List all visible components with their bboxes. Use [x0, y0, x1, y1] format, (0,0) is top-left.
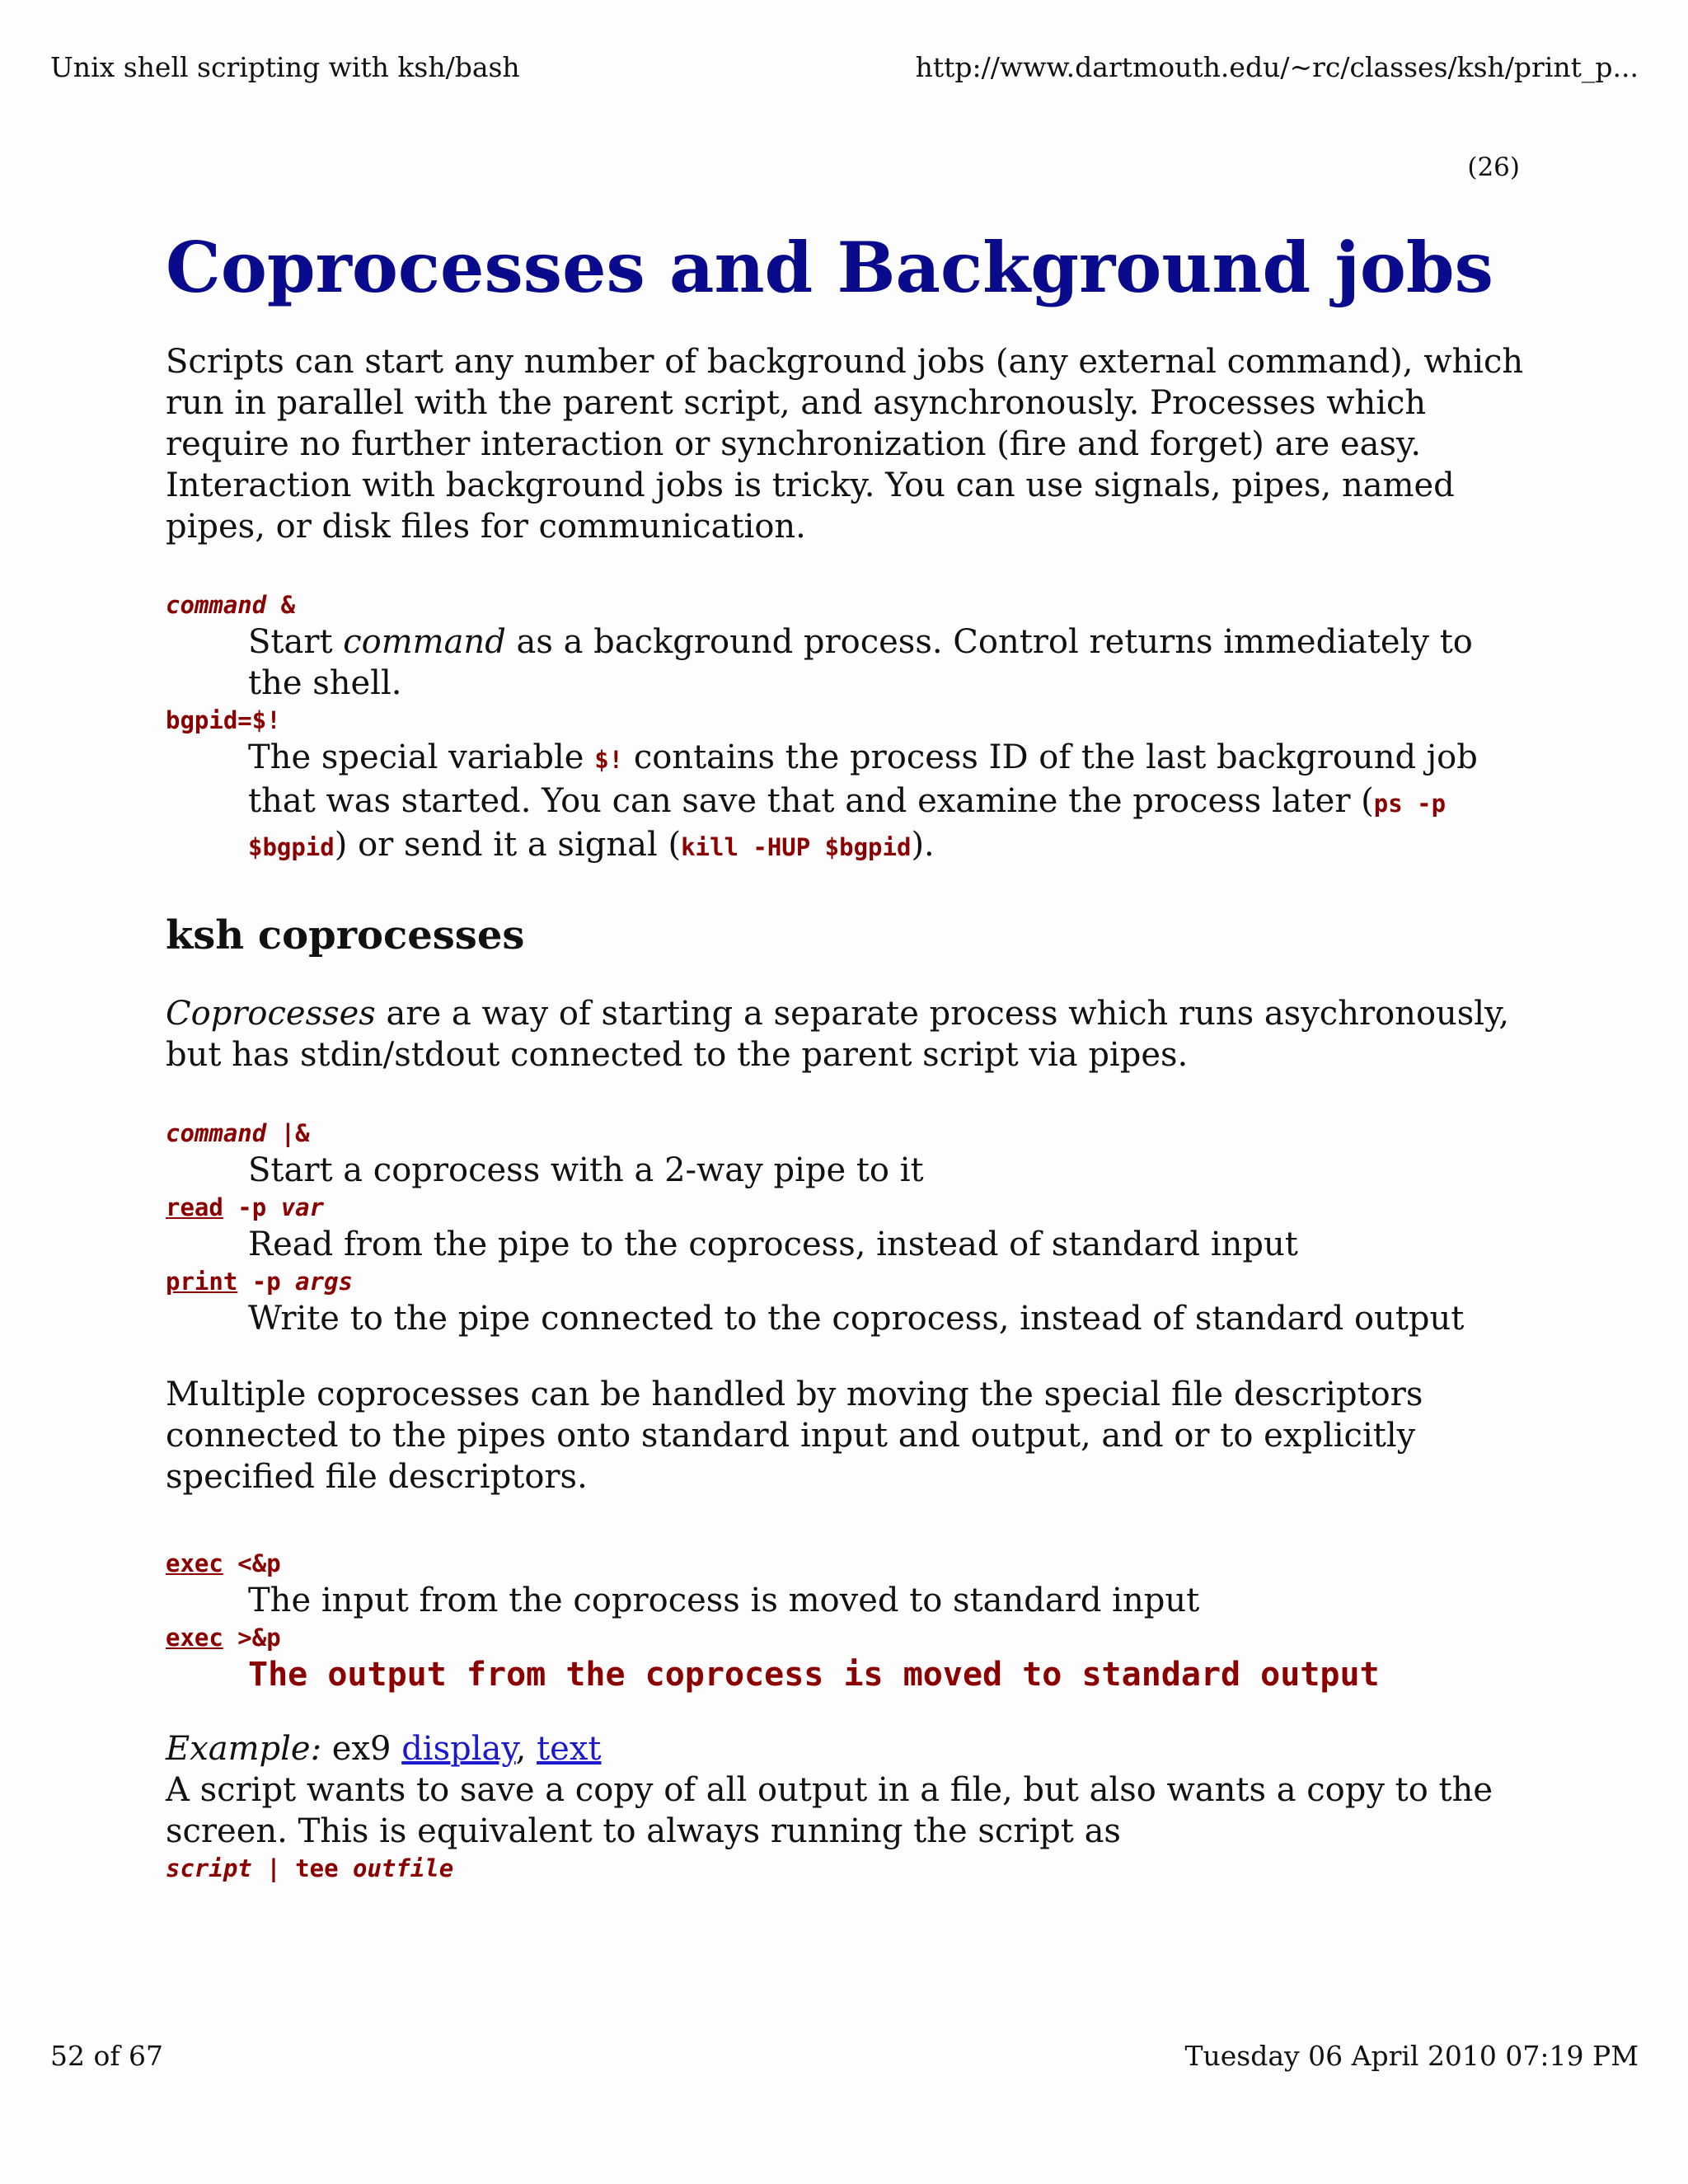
cmd-coprocess-start: command |& — [166, 1119, 310, 1147]
print-timestamp: Tuesday 06 April 2010 07:19 PM — [1184, 2040, 1639, 2072]
cmd-background-desc: Start command as a background process. Control returns immediately to the shell. — [248, 623, 1473, 702]
page-counter: 52 of 67 — [50, 2040, 164, 2072]
cmd-exec-input: exec <&p — [166, 1549, 281, 1577]
cmd-read-p-desc: Read from the pipe to the coprocess, instead of standard input — [248, 1226, 1298, 1263]
coprocess-commands-list — [166, 1117, 1526, 1339]
cmd-print-p: print -p args — [166, 1268, 353, 1296]
cmd-background: command & — [166, 591, 296, 619]
slide-number: (26) — [1467, 152, 1520, 182]
exec-link[interactable]: exec — [166, 1549, 223, 1577]
print-header-url: http://www.dartmouth.edu/~rc/classes/ksh/print_p... — [915, 51, 1639, 83]
example-display-link[interactable]: display — [401, 1730, 516, 1768]
coprocesses-intro: Coprocesses are a way of starting a separate process which runs asychronously, but has stdin/stdout connected to the parent script via pipes. — [166, 995, 1510, 1074]
cmd-exec-input-desc: The input from the coprocess is moved to standard input — [248, 1582, 1200, 1619]
print-link[interactable]: print — [166, 1268, 238, 1296]
cmd-exec-output-desc: The output from the coprocess is moved to standard output — [248, 1656, 1380, 1694]
page-title: Coprocesses and Background jobs — [166, 227, 1493, 308]
exec-commands-list — [166, 1547, 1526, 1695]
example-description: A script wants to save a copy of all output in a file, but also wants a copy to the screen. This is equivalent to always running the script as — [166, 1771, 1493, 1850]
cmd-print-p-desc: Write to the pipe connected to the coprocess, instead of standard output — [248, 1300, 1465, 1338]
cmd-bgpid-desc: The special variable $! contains the process ID of the last background job that was started. You can save that and examine the process later (ps -p $bgpid) or send it a signal (kill -HUP $bgpid). — [248, 738, 1478, 864]
print-header-title: Unix shell scripting with ksh/bash — [50, 51, 520, 83]
example-heading: Example: ex9 display, text — [166, 1730, 602, 1768]
example-text-link[interactable]: text — [537, 1730, 602, 1768]
page-content — [166, 223, 1526, 1885]
cmd-coprocess-start-desc: Start a coprocess with a 2-way pipe to it — [248, 1151, 924, 1189]
example-command: script | tee outfile — [166, 1854, 454, 1882]
cmd-bgpid: bgpid=$! — [166, 706, 281, 734]
intro-paragraph: Scripts can start any number of background jobs (any external command), which run in parallel with the parent script, and asynchronously. Processes which require no further interaction or synchronization (fire and forget) are easy. Interaction with background jobs is tricky. You can use signals, pipes, named pipes, or disk files for communication. — [166, 343, 1524, 546]
cmd-exec-output: exec >&p The output from the coprocess is moved to standard output — [166, 1621, 1526, 1695]
cmd-read-p: read -p var — [166, 1193, 325, 1221]
exec-link[interactable]: exec — [166, 1624, 223, 1652]
section-heading-ksh-coprocesses: ksh coprocesses — [166, 912, 525, 958]
example-block — [166, 1728, 1526, 1885]
background-jobs-list — [166, 588, 1526, 868]
read-link[interactable]: read — [166, 1193, 223, 1221]
multiple-coprocesses-paragraph: Multiple coprocesses can be handled by moving the special file descriptors connected to the pipes onto standard input and output, and or to explicitly specified file descriptors. — [166, 1376, 1423, 1496]
